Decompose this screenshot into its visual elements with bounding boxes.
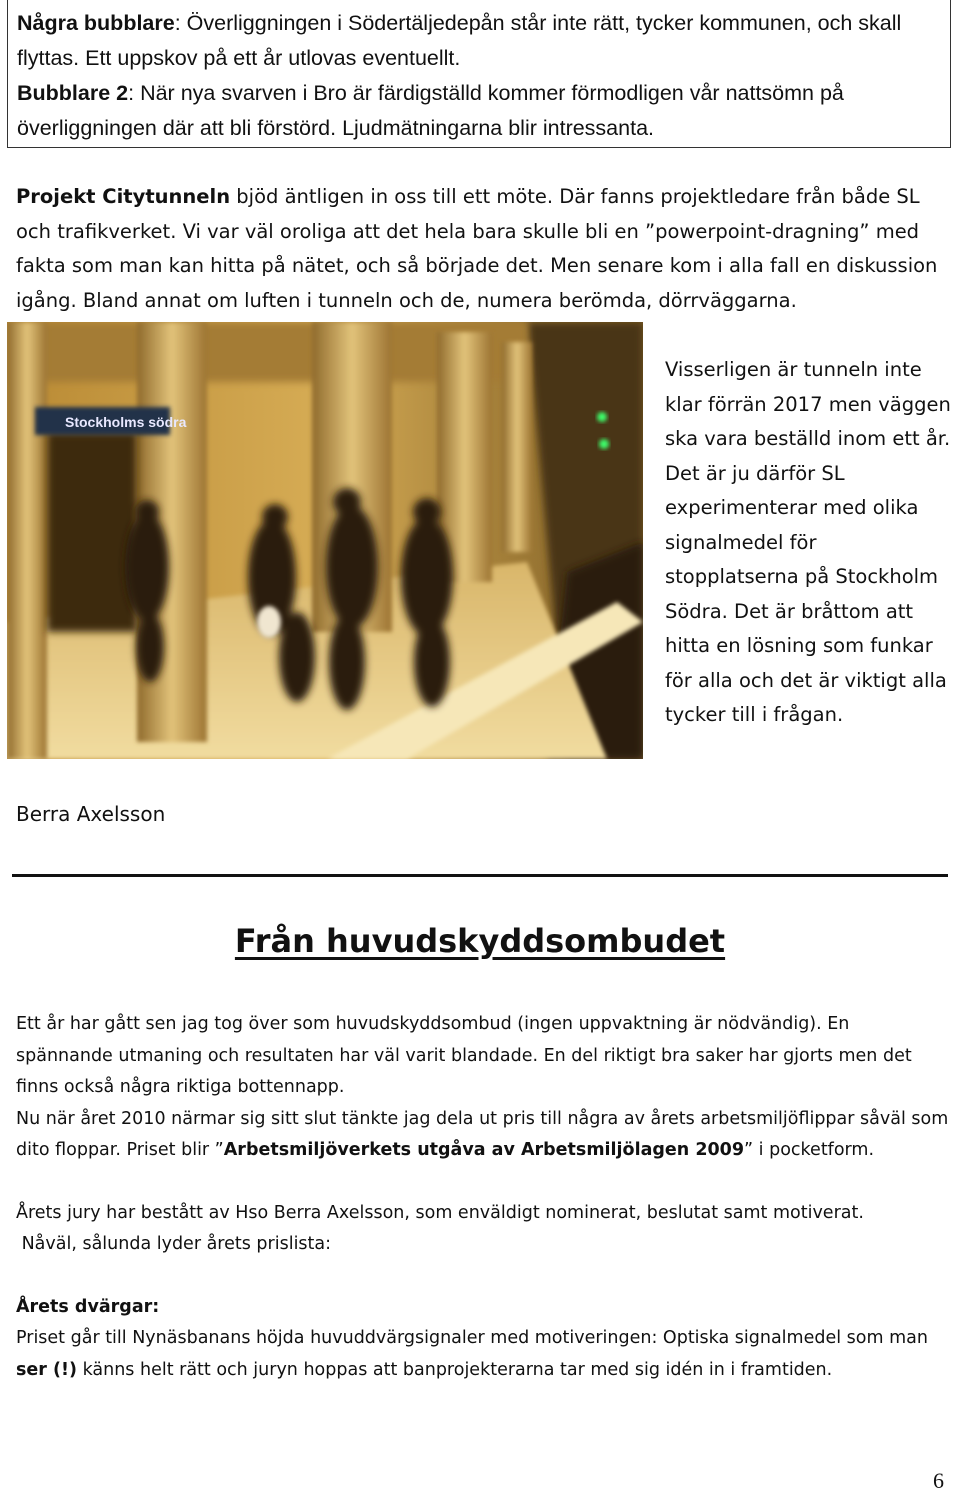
citytunnel-label: Projekt Citytunneln <box>16 185 231 208</box>
station-photo <box>7 322 643 759</box>
bubblare-2-label: Bubblare 2 <box>17 81 129 105</box>
article-paragraph-2 <box>16 1104 951 1167</box>
article-paragraph-5 <box>16 1323 951 1386</box>
bubblare-box <box>7 0 951 148</box>
article-paragraph-1: Ett år har gått sen jag tog över som huvudskyddsombud (ingen uppvaktning är nödvändig). En spännande utmaning och resultaten har väl varit blandade. En del riktigt bra saker har gjorts men det finns också några riktiga bottennapp. <box>16 1014 912 1097</box>
bubblare-paragraph-2 <box>17 76 941 146</box>
station-photo-illustration <box>7 322 643 759</box>
article-paragraph-3: Årets jury har bestått av Hso Berra Axelsson, som enväldigt nominerat, beslutat samt motiverat. <box>16 1202 864 1223</box>
signal-light-2 <box>599 439 609 449</box>
bubblare-text: : Överliggningen i Södertäljedepån står inte rätt, tycker kommunen, och skall flyttas. Ett uppskov på ett år utlovas eventuellt. <box>17 11 902 70</box>
signal-light-1 <box>597 412 607 422</box>
side-text: Visserligen är tunneln inte klar förrän 2017 men väggen ska vara beställd inom ett år. Det är ju därför SL experimenterar med olika signalmedel för stopplatserna på Stockholm Södra. Det är bråttom att hitta en lösning som funkar för alla och det är viktigt alla tycker till i frågan. <box>665 358 951 726</box>
citytunnel-paragraph <box>16 180 946 318</box>
article-p2-end: ” i pocketform. <box>744 1140 875 1160</box>
article-paragraph-4: Nåväl, sålunda lyder årets prislista: <box>16 1234 332 1254</box>
page-number: 6 <box>933 1468 944 1493</box>
author-name: Berra Axelsson <box>16 802 166 826</box>
bubblare-label: Några bubblare <box>17 11 175 35</box>
section-heading: Från huvudskyddsombudet <box>234 922 726 960</box>
article-p5-end: känns helt rätt och juryn hoppas att banprojekterarna tar med sig idén in i framtiden. <box>77 1359 833 1380</box>
paragraph-gap <box>16 1261 951 1292</box>
article-p5-bold: ser (!) <box>16 1359 77 1380</box>
paragraph-gap <box>16 1167 951 1198</box>
article-p2-start: Nu när året 2010 närmar sig sitt slut tänkte jag dela ut pris till några av årets arbetsmiljöflippar såväl som dito floppar. Priset blir ” <box>16 1108 949 1160</box>
bubblare-2-text: : När nya svarven i Bro är färdigställd kommer förmodligen vår nattsömn på överliggningen där att bli förstörd. Ljudmätningarna blir intressanta. <box>17 81 844 140</box>
section-divider <box>12 874 948 877</box>
station-sign-text: Stockholms södra <box>65 414 187 430</box>
dwarf-heading-text: Årets dvärgar: <box>16 1296 160 1317</box>
citytunnel-text: bjöd äntligen in oss till ett möte. Där fanns projektledare från både SL och trafikverket. Vi var väl oroliga att det hela bara skulle bli en ”powerpoint-dragning” med fakta som man kan hitta på nätet, och så började det. Men senare kom i alla fall en diskussion igång. Bland annat om luften i tunneln och de, numera berömda, dörrväggarna. <box>16 185 938 312</box>
article-p2-prize: Arbetsmiljöverkets utgåva av Arbetsmiljölagen 2009 <box>223 1140 745 1160</box>
article-body <box>16 1009 951 1386</box>
article-p5-start: Priset går till Nynäsbanans höjda huvuddvärgsignaler med motiveringen: Optiska signalmedel som man <box>16 1328 928 1348</box>
bubblare-paragraph-1 <box>17 6 941 76</box>
dwarf-heading <box>16 1292 951 1324</box>
